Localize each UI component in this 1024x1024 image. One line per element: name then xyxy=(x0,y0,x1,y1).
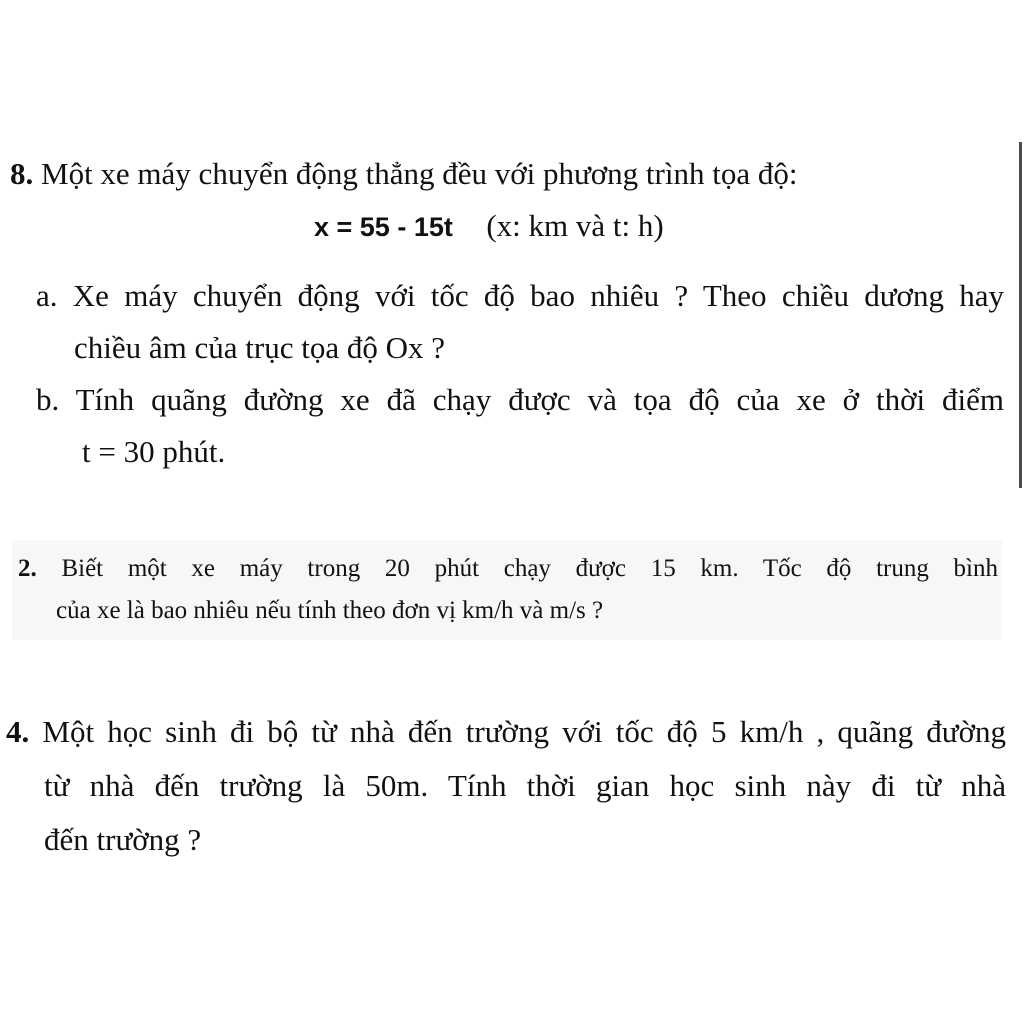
problem-8-equation-line xyxy=(314,208,664,245)
problem-8-part-b-line1: b. Tính quãng đường xe đã chạy được và tọa độ của xe ở thời điểm xyxy=(36,382,1004,417)
problem-8-equation-units: (x: km và t: h) xyxy=(486,208,664,243)
problem-2-line1 xyxy=(18,554,998,584)
problem-2-number: 2. xyxy=(18,555,37,582)
problem-8-number: 8. xyxy=(10,156,34,191)
problem-8-statement-text: Một xe máy chuyển động thẳng đều với phương trình tọa độ: xyxy=(41,156,798,191)
problem-4-block xyxy=(0,700,1024,884)
problem-4-number: 4. xyxy=(6,714,30,749)
problem-8-part-a-line2: chiều âm của trục tọa độ Ox ? xyxy=(74,330,445,365)
problem-2-block xyxy=(12,540,1002,640)
problem-4-line3: đến trường ? xyxy=(44,822,202,857)
problem-2-line1-text: Biết một xe máy trong 20 phút chạy được 15 km. Tốc độ trung bình xyxy=(61,555,999,582)
problem-8-part-a-line1: a. Xe máy chuyển động với tốc độ bao nhiêu ? Theo chiều dương hay xyxy=(36,278,1004,313)
problem-8-block xyxy=(0,142,1022,488)
problem-8-statement xyxy=(10,156,797,192)
problem-4-line1-text: Một học sinh đi bộ từ nhà đến trường với tốc độ 5 km/h , quãng đường xyxy=(42,714,1006,749)
problem-8-equation: x = 55 - 15t xyxy=(314,212,453,242)
problem-8-part-b-line2: t = 30 phút. xyxy=(82,434,226,469)
problem-4-line2: từ nhà đến trường là 50m. Tính thời gian học sinh này đi từ nhà xyxy=(44,768,1006,803)
problem-2-line2: của xe là bao nhiêu nếu tính theo đơn vị km/h và m/s ? xyxy=(56,597,604,624)
problem-4-line1 xyxy=(6,714,1006,750)
